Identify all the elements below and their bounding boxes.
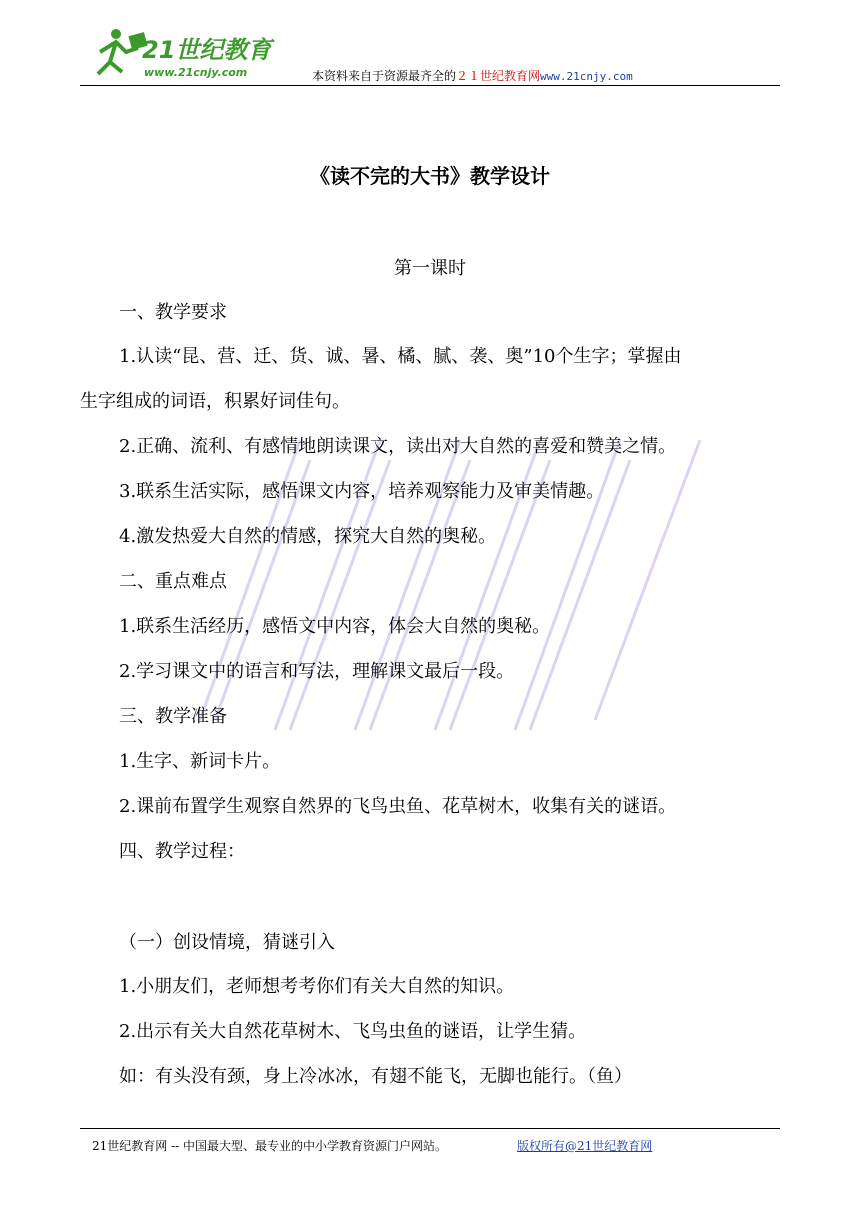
lesson-subtitle: 第一课时 xyxy=(394,258,466,279)
header-url: www.21cnjy.com xyxy=(540,70,633,83)
body-line: 2.学习课文中的语言和写法，理解课文最后一段。 xyxy=(119,661,515,682)
section-heading: 二、重点难点 xyxy=(119,571,227,592)
logo xyxy=(82,22,282,82)
body-line: 1.小朋友们，老师想考考你们有关大自然的知识。 xyxy=(119,976,515,997)
page-header xyxy=(0,0,860,90)
header-site-name: ２１世纪教育网 xyxy=(456,69,541,83)
header-note: 本资料来自于资源最齐全的２１世纪教育网www.21cnjy.com xyxy=(312,69,633,83)
svg-text:www.21cnjy.com: www.21cnjy.com xyxy=(144,66,248,79)
header-rule xyxy=(80,85,780,86)
section-heading: 三、教学准备 xyxy=(119,706,227,727)
footer-rule xyxy=(80,1128,780,1129)
body-line: 2.正确、流利、有感情地朗读课文，读出对大自然的喜爱和赞美之情。 xyxy=(119,436,677,457)
svg-text:21世纪教育: 21世纪教育 xyxy=(142,36,272,64)
body-line: 3.联系生活实际，感悟课文内容，培养观察能力及审美情趣。 xyxy=(119,481,605,502)
body-line: 生字组成的词语，积累好词佳句。 xyxy=(80,391,350,412)
section-heading: 四、教学过程： xyxy=(119,841,245,862)
document-title: 《读不完的大书》教学设计 xyxy=(310,164,550,188)
body-line: 1.联系生活经历，感悟文中内容，体会大自然的奥秘。 xyxy=(119,616,551,637)
body-line: 1.认读“昆、营、迁、货、诚、暑、橘、腻、袭、奥”10个生字；掌握由 xyxy=(119,346,682,367)
subsection-heading: （一）创设情境，猜谜引入 xyxy=(119,932,335,953)
copyright-link[interactable]: 版权所有@21世纪教育网 xyxy=(517,1139,653,1153)
body-line: 1.生字、新词卡片。 xyxy=(119,751,281,772)
footer-text: 21世纪教育网 -- 中国最大型、最专业的中小学教育资源门户网站。 xyxy=(92,1139,448,1153)
watermark xyxy=(180,420,740,740)
body-line: 如：有头没有颈，身上冷冰冰，有翅不能飞，无脚也能行。（鱼） xyxy=(119,1066,632,1087)
section-heading: 一、教学要求 xyxy=(119,302,227,323)
body-line: 2.出示有关大自然花草树木、飞鸟虫鱼的谜语，让学生猜。 xyxy=(119,1021,587,1042)
body-line: 2.课前布置学生观察自然界的飞鸟虫鱼、花草树木，收集有关的谜语。 xyxy=(119,796,677,817)
body-line: 4.激发热爱大自然的情感，探究大自然的奥秘。 xyxy=(119,526,497,547)
